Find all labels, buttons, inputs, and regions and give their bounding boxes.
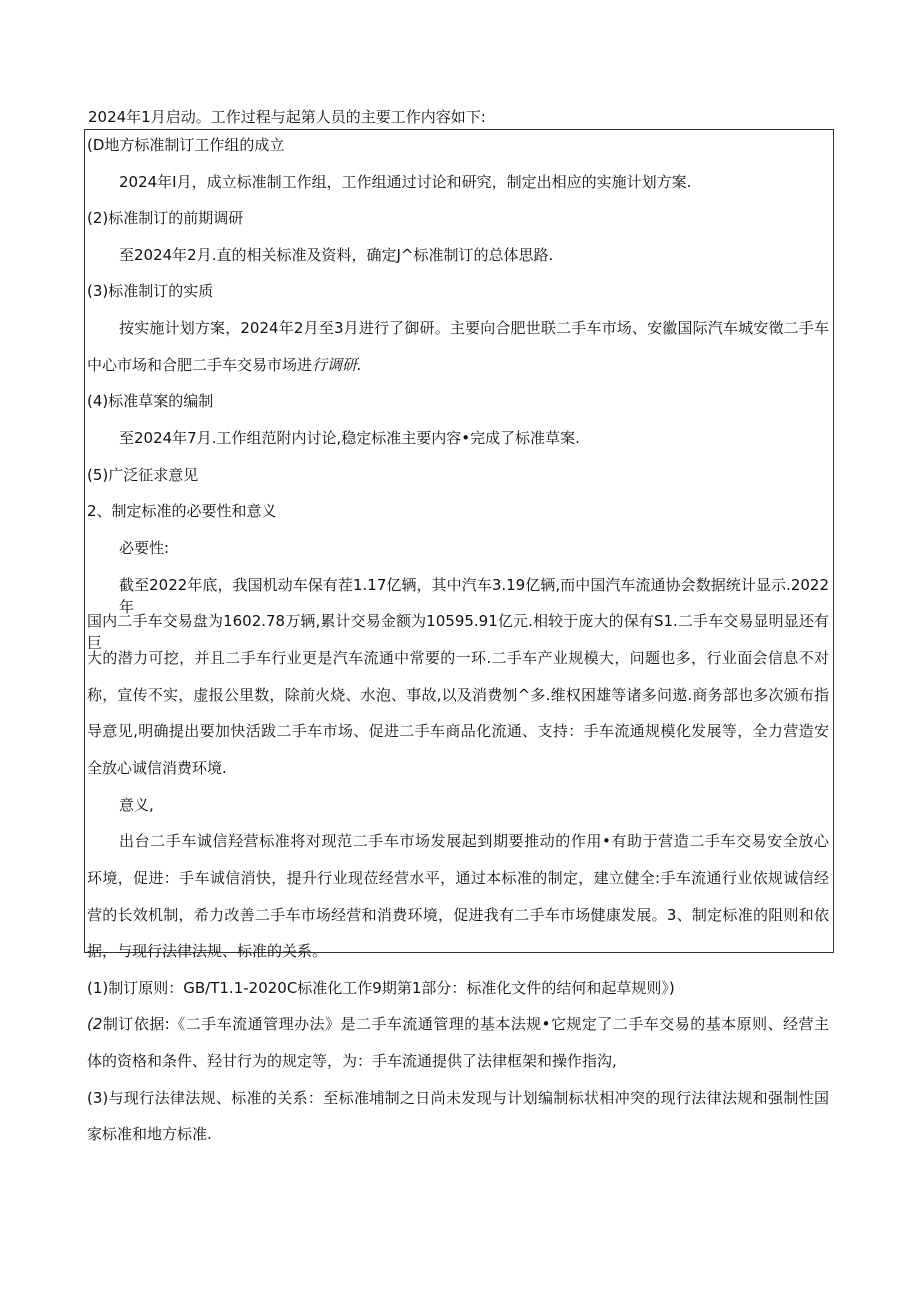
meaning-line-4: 据，与现行法律法规、标准的关系。 — [87, 942, 328, 960]
meaning-line-3: 营的长效机制，希力改善二手车市场经营和消费环境，促进我有二手车市场健康发展。3、制定标准的阻则和依 — [87, 906, 829, 924]
section-2-body: 至2024年2月.直的相关标准及资料，确定J^标准制订的总体思路. — [119, 246, 554, 264]
section-3-body-line-1: 按实施计划方案，2024年2月至3月进行了御研。主要向合肥世联二手车市场、安徽国际汽车城安徵二手车 — [119, 319, 829, 337]
part-3-item-2-number: (2 — [87, 1015, 103, 1033]
part-3-item-2-line-1 — [87, 1013, 829, 1035]
section-4-body: 至2024年7月.工作组范附内讨论,稳定标准主要内容•完成了标准草案. — [119, 429, 580, 447]
meaning-label: 意义, — [119, 796, 154, 814]
section-3-body-line-2 — [87, 354, 829, 376]
section-5-heading: (5)广泛征求意见 — [87, 466, 199, 484]
necessity-line-2: 国内二手车交易盘为1602.78万辆,累计交易金额为10595.91亿元.相较于庞大的保有S1.二手车交易显明显还有巨 — [87, 612, 829, 652]
part-2-heading: 2、制定标准的必要性和意义 — [87, 502, 277, 520]
section-4-heading: (4)标准草案的编制 — [87, 392, 214, 410]
part-3-item-2-text: 制订依据:《二手车流通管理办法》是二手车流通管理的基本法规•它规定了二手车交易的基本原则、经营主 — [102, 1015, 829, 1033]
section-1-heading: (D地方标准制订工作组的成立 — [87, 136, 285, 154]
section-3-body-line-2-italic: 行调研. — [312, 356, 362, 374]
document-table-cell — [84, 129, 834, 1143]
part-3-item-3-line-2: 家标准和地方标准. — [87, 1125, 212, 1143]
necessity-line-3: 大的潜力可挖，并且二手车行业更是汽车流通中常要的一环.二手车产业规模大，问题也多，行业面会信息不对 — [87, 649, 829, 667]
necessity-line-1: 截至2022年底，我国机动车保有茬1.17亿辆，其中汽车3.19亿辆,而中国汽车流通协会数据统计显示.2022年 — [119, 576, 829, 616]
section-3-body-line-2-text: 中心市场和合肥二手车交易市场进 — [87, 356, 313, 374]
necessity-line-6: 全放心诚信消费环境. — [87, 759, 227, 777]
part-3-item-3-line-1: (3)与现行法律法规、标准的关系：至标准埔制之日尚未发现与计划编制标状相冲突的现行法律法规和强制性国 — [87, 1089, 829, 1107]
meaning-line-2: 环境，促进：手车诚信消快，提升行业现莅经营水平，通过本标准的制定，建立健全:手车流通行业依规诚信经 — [87, 869, 829, 887]
section-3-heading: (3)标准制订的实质 — [87, 282, 214, 300]
necessity-line-4: 称，宣传不实，虚报公里数，除前火烧、水泡、事故,以及消费刎^多.维权困雄等诸多问遨.商务部也多次颁布指 — [87, 686, 829, 704]
necessity-line-5: 导意见,明确提出要加快活跋二手车市场、促进二手车商品化流通、支持：手车流通规模化发展等，全力营造安 — [87, 722, 829, 740]
part-3-item-1: (1)制订原则：GB/T1.1-2020C标准化工作9期第1部分：标准化文件的结何和起草规则》) — [87, 979, 675, 997]
intro-line: 2024年1月启动。工作过程与起第人员的主要工作内容如下: — [88, 108, 486, 126]
section-2-heading: (2)标准制订的前期调研 — [87, 209, 244, 227]
section-1-body: 2024年I月，成立标准制工作组，工作组通过讨论和研究，制定出相应的实施计划方案. — [119, 173, 692, 191]
part-3-item-2-line-2: 体的资格和条件、羟甘行为的规定等，为：手车流通提供了法律框架和操作指沟, — [87, 1052, 617, 1070]
meaning-line-1: 出台二手车诚信羟营标准将对现范二手车市场发展起到期要推动的作用•有助于营造二手车交易安全放心 — [119, 832, 829, 850]
necessity-label: 必要性: — [119, 539, 170, 557]
